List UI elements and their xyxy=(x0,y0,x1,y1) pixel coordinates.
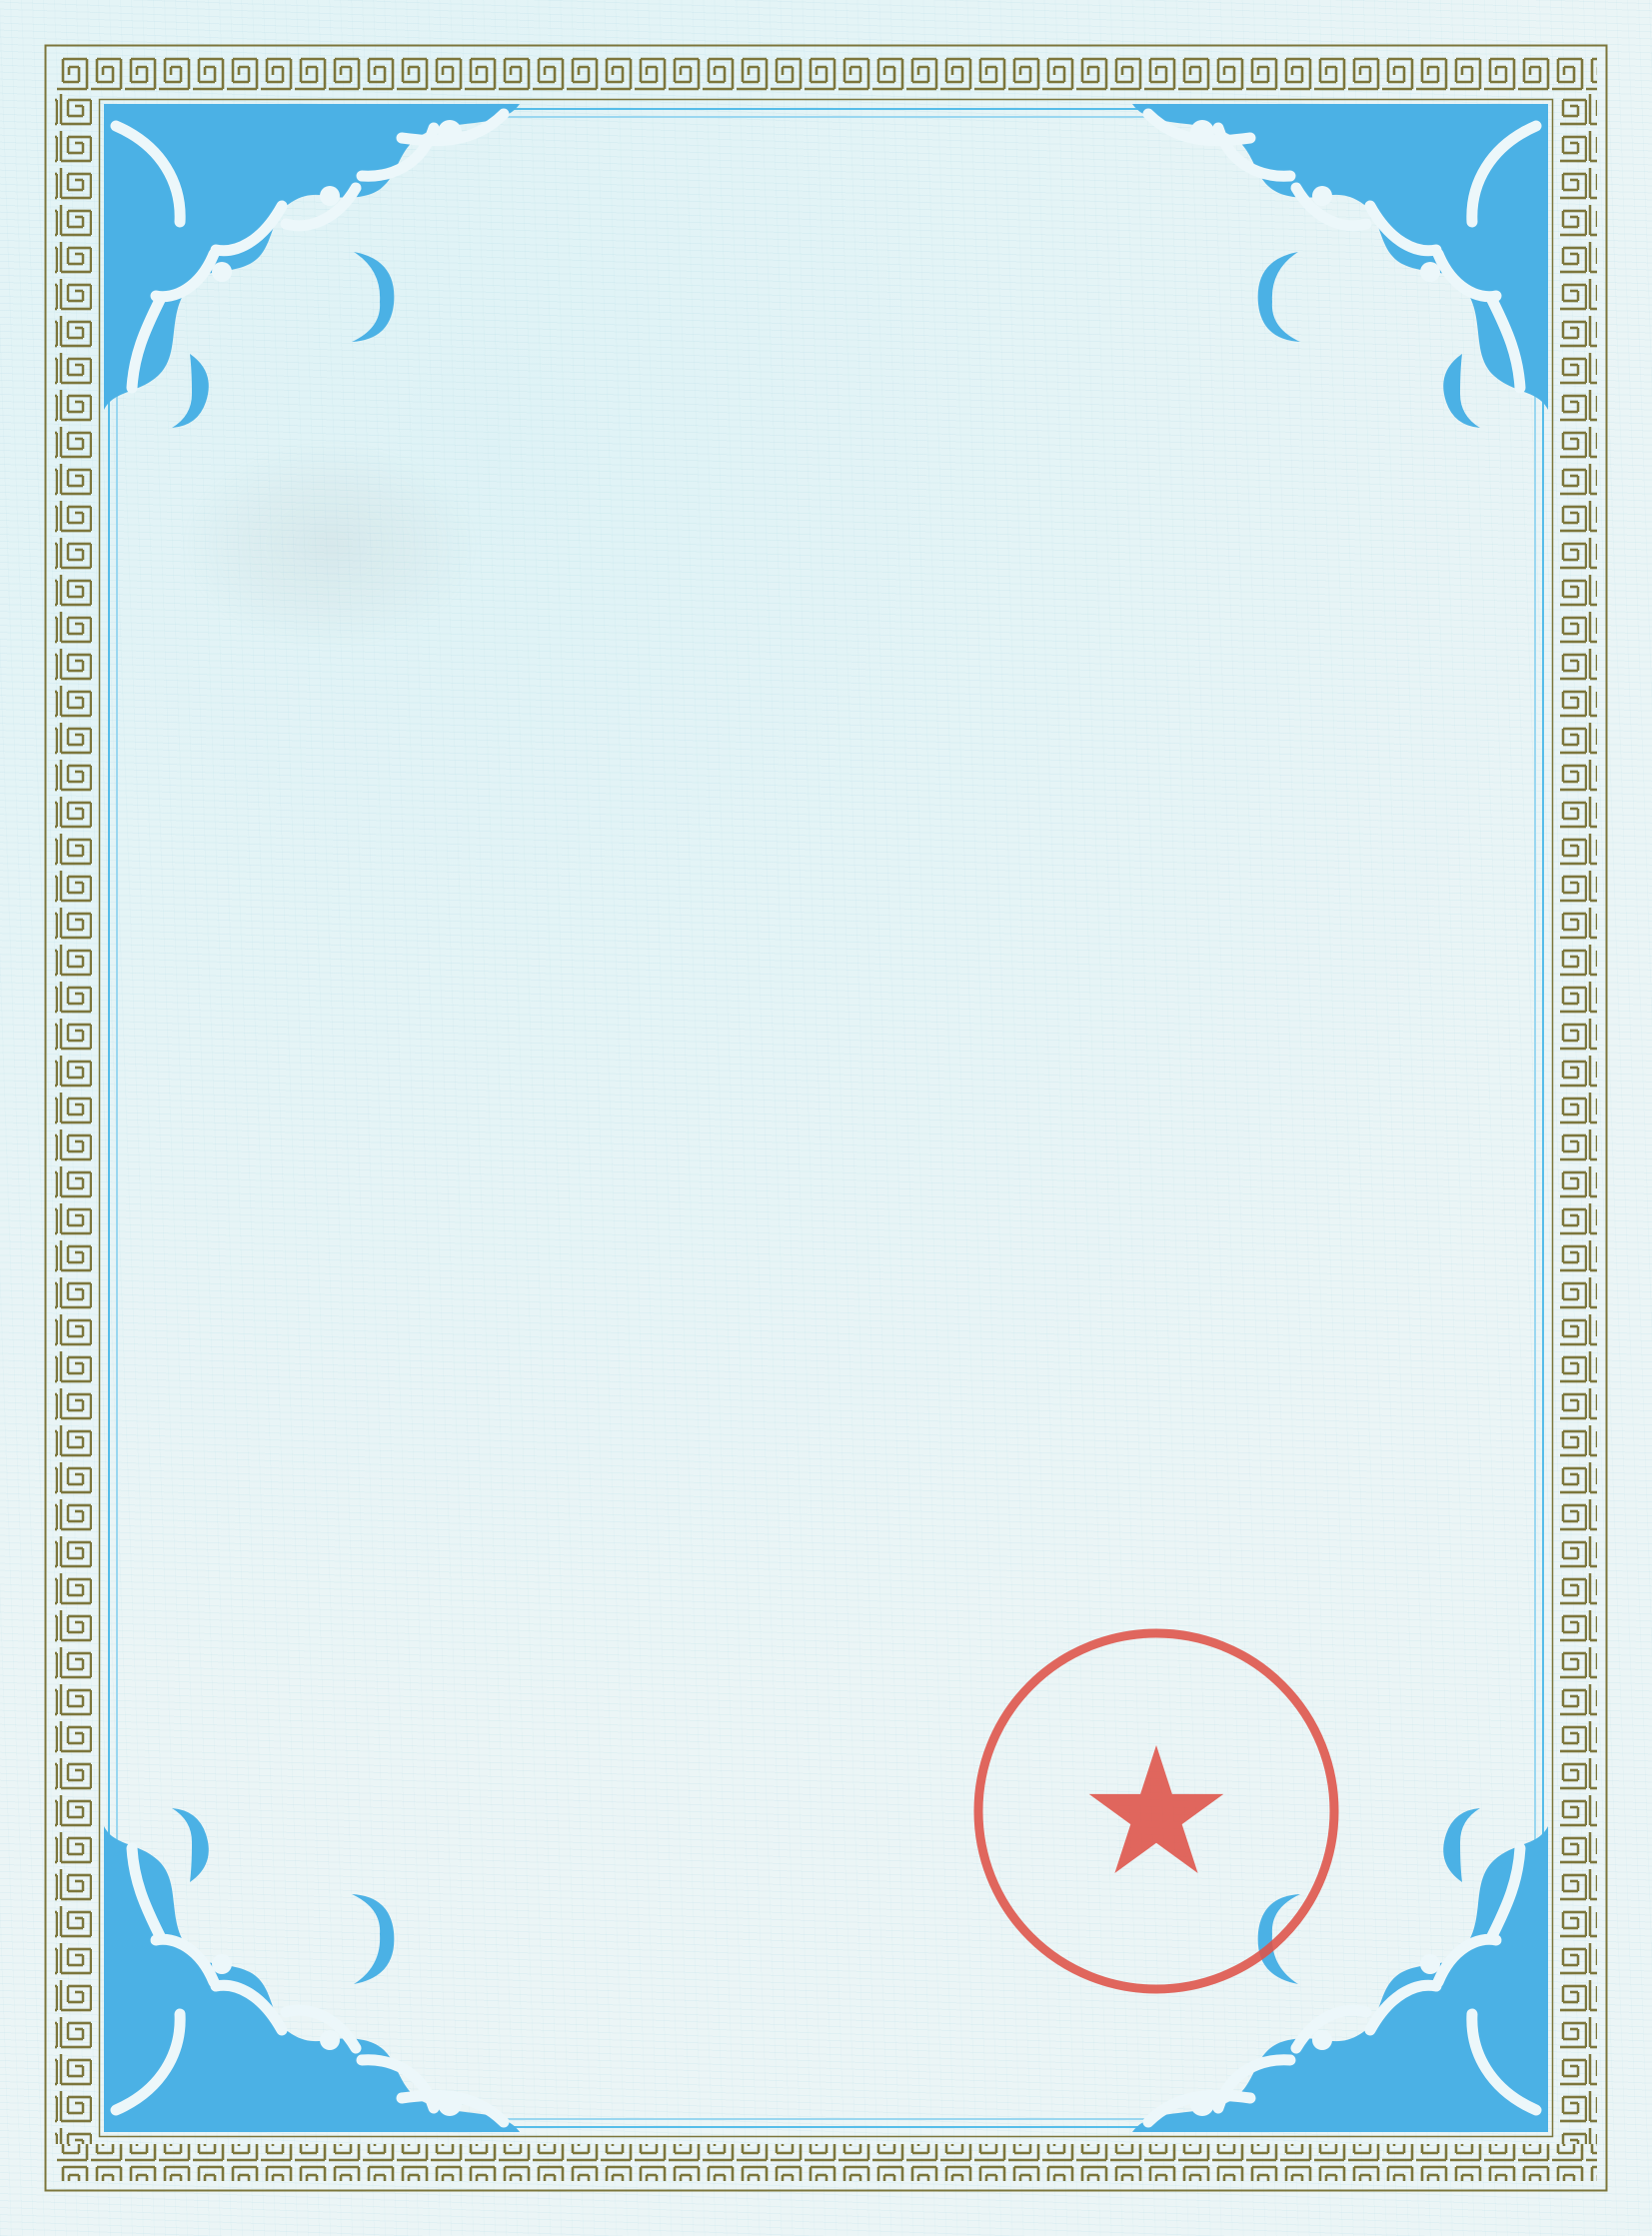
embossed-seal-mark xyxy=(180,440,480,650)
official-seal xyxy=(952,1607,1360,2015)
barcode-image xyxy=(333,1641,569,1725)
qr-code-image xyxy=(333,1767,478,1912)
red-star-icon xyxy=(1089,1745,1224,1873)
certificate-number xyxy=(1410,504,1444,541)
